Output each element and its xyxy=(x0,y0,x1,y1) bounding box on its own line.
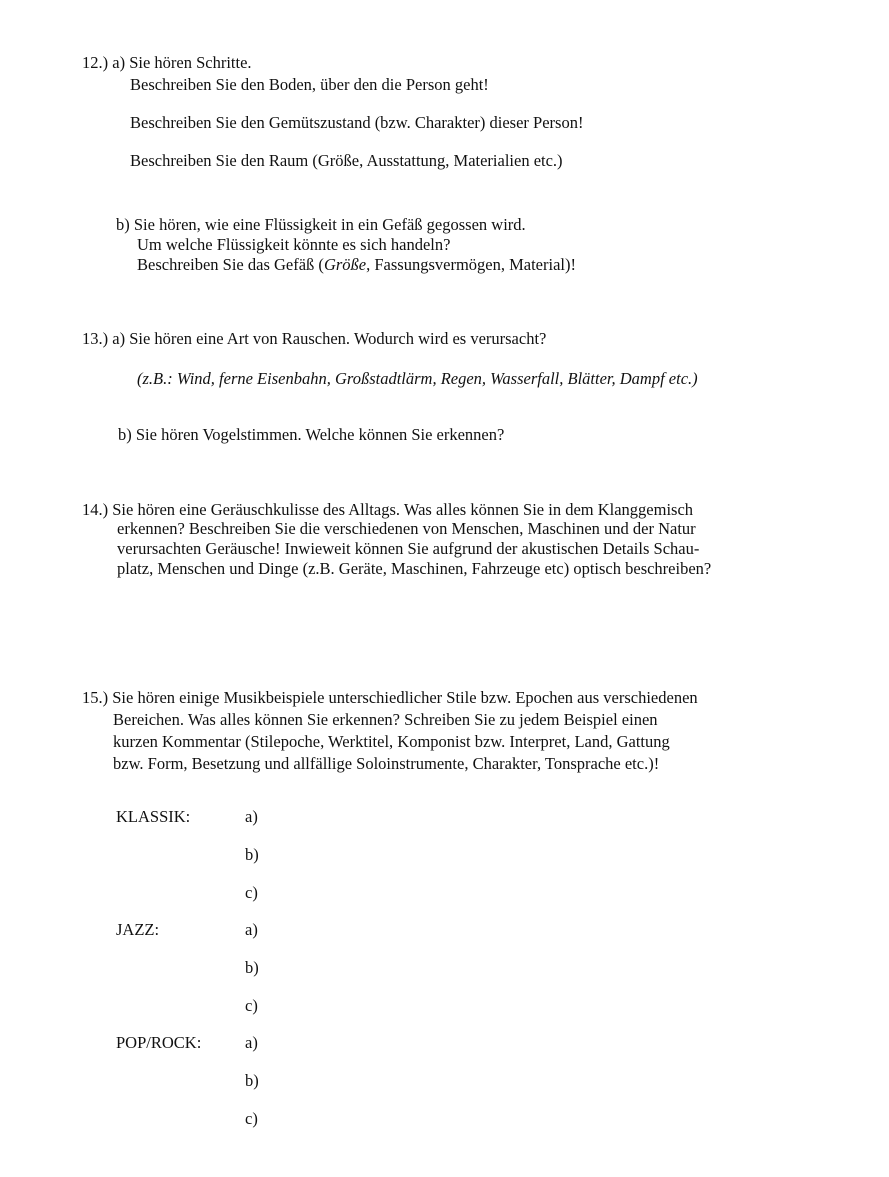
q14-line-1: 14.) Sie hören eine Geräuschkulisse des Alltags. Was alles können Sie in dem Klanggemisch xyxy=(82,500,694,519)
category-label-pop-rock: POP/ROCK: xyxy=(116,1033,202,1052)
answer-item-jazz-b: b) xyxy=(245,958,259,977)
q12-b-line-3 xyxy=(137,254,576,276)
q13-a-examples: (z.B.: Wind, ferne Eisenbahn, Großstadtlärm, Regen, Wasserfall, Blätter, Dampf etc.) xyxy=(137,369,698,388)
q14-line-3: verursachten Geräusche! Inwieweit können Sie aufgrund der akustischen Details Schau- xyxy=(117,539,700,558)
q12-a-intro: 12.) a) Sie hören Schritte. xyxy=(82,53,252,72)
q12-a-line-3: Beschreiben Sie den Raum (Größe, Ausstattung, Materialien etc.) xyxy=(130,151,563,170)
q15-line-2: Bereichen. Was alles können Sie erkennen? Schreiben Sie zu jedem Beispiel einen xyxy=(113,710,658,729)
answer-item-klassik-b: b) xyxy=(245,845,259,864)
category-label-klassik: KLASSIK: xyxy=(116,807,191,826)
q12-b-line-3-post: , Fassungsvermögen, Material)! xyxy=(366,255,576,274)
q14-line-4: platz, Menschen und Dinge (z.B. Geräte, Maschinen, Fahrzeuge etc) optisch beschreiben? xyxy=(117,559,712,578)
q12-a-line-2: Beschreiben Sie den Gemütszustand (bzw. Charakter) dieser Person! xyxy=(130,113,584,132)
answer-item-klassik-a: a) xyxy=(245,807,258,826)
answer-item-klassik-c: c) xyxy=(245,883,258,902)
q15-line-4: bzw. Form, Besetzung und allfällige Soloinstrumente, Charakter, Tonsprache etc.)! xyxy=(113,754,660,773)
q12-b-line-1: b) Sie hören, wie eine Flüssigkeit in ein Gefäß gegossen wird. xyxy=(116,215,526,234)
answer-item-pop-rock-b: b) xyxy=(245,1071,259,1090)
answer-item-pop-rock-a: a) xyxy=(245,1033,258,1052)
q15-line-3: kurzen Kommentar (Stilepoche, Werktitel, Komponist bzw. Interpret, Land, Gattung xyxy=(113,732,670,751)
answer-item-jazz-a: a) xyxy=(245,920,258,939)
q14-line-2: erkennen? Beschreiben Sie die verschiedenen von Menschen, Maschinen und der Natur xyxy=(117,519,696,538)
answer-item-pop-rock-c: c) xyxy=(245,1109,258,1128)
q13-a-line-1: 13.) a) Sie hören eine Art von Rauschen. Wodurch wird es verursacht? xyxy=(82,329,547,348)
q12-b-line-2: Um welche Flüssigkeit könnte es sich handeln? xyxy=(137,235,451,254)
category-label-jazz: JAZZ: xyxy=(116,920,160,939)
q15-line-1: 15.) Sie hören einige Musikbeispiele unterschiedlicher Stile bzw. Epochen aus verschiedenen xyxy=(82,688,698,707)
q12-b-line-3-pre: Beschreiben Sie das Gefäß ( xyxy=(137,255,324,274)
q12-a-line-1: Beschreiben Sie den Boden, über den die Person geht! xyxy=(130,75,489,94)
q12-b-line-3-italic: Größe xyxy=(323,255,367,274)
answer-item-jazz-c: c) xyxy=(245,996,258,1015)
q13-b-line-1: b) Sie hören Vogelstimmen. Welche können Sie erkennen? xyxy=(118,425,505,444)
